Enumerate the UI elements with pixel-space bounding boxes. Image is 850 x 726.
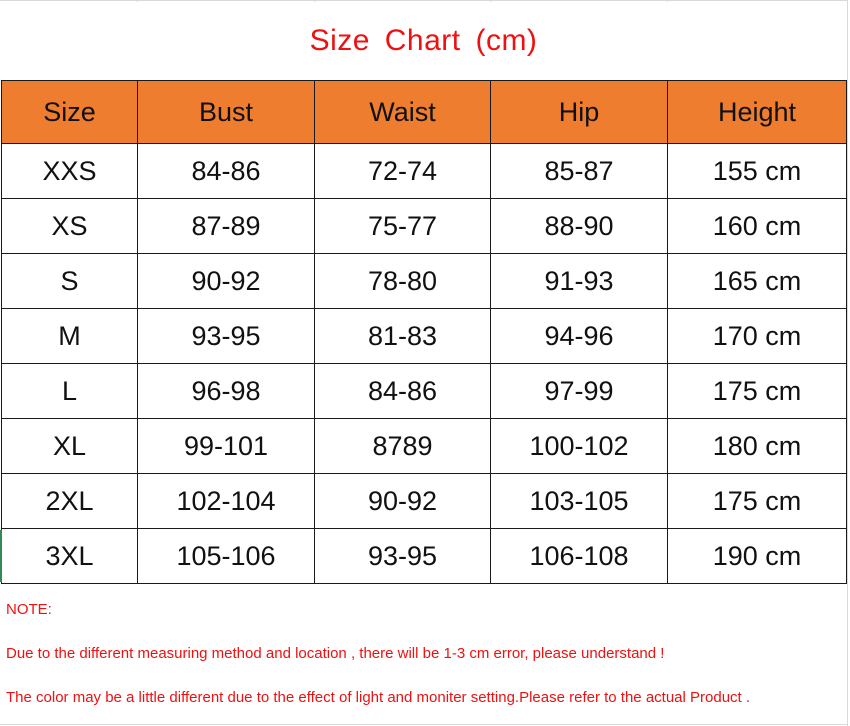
table-row	[2, 254, 847, 309]
cell-height: 160 cm	[668, 199, 847, 254]
cell-waist: 8789	[315, 419, 491, 474]
cell-hip: 91-93	[491, 254, 668, 309]
cell-height: 175 cm	[668, 474, 847, 529]
header-bust: Bust	[138, 81, 315, 144]
cell-size: XL	[2, 419, 138, 474]
cell-hip: 100-102	[491, 419, 668, 474]
size-table	[1, 80, 847, 584]
cell-waist: 90-92	[315, 474, 491, 529]
cell-bust: 105-106	[138, 529, 315, 584]
table-header-row	[2, 81, 847, 144]
note-label: NOTE:	[6, 601, 52, 618]
header-height: Height	[668, 81, 847, 144]
cell-size: S	[2, 254, 138, 309]
notes-section	[0, 585, 848, 725]
cell-hip: 97-99	[491, 364, 668, 419]
header-hip: Hip	[491, 81, 668, 144]
cell-hip: 94-96	[491, 309, 668, 364]
cell-size: XS	[2, 199, 138, 254]
header-size: Size	[2, 81, 138, 144]
cell-height: 175 cm	[668, 364, 847, 419]
cell-size: M	[2, 309, 138, 364]
cell-size: L	[2, 364, 138, 419]
cell-height: 170 cm	[668, 309, 847, 364]
cell-bust: 87-89	[138, 199, 315, 254]
cell-size: 3XL	[2, 529, 138, 584]
cell-waist: 75-77	[315, 199, 491, 254]
cell-size: XXS	[2, 144, 138, 199]
cell-waist: 84-86	[315, 364, 491, 419]
cell-hip: 106-108	[491, 529, 668, 584]
table-row	[2, 144, 847, 199]
cell-hip: 88-90	[491, 199, 668, 254]
cell-height: 165 cm	[668, 254, 847, 309]
cell-bust: 99-101	[138, 419, 315, 474]
note-measuring-error: Due to the different measuring method and location , there will be 1-3 cm error, please understand !	[6, 645, 665, 662]
cell-bust: 90-92	[138, 254, 315, 309]
cell-waist: 78-80	[315, 254, 491, 309]
table-row	[2, 364, 847, 419]
row-selection-marker	[0, 530, 2, 582]
cell-bust: 84-86	[138, 144, 315, 199]
table-row	[2, 199, 847, 254]
cell-waist: 81-83	[315, 309, 491, 364]
cell-height: 190 cm	[668, 529, 847, 584]
cell-height: 180 cm	[668, 419, 847, 474]
cell-waist: 93-95	[315, 529, 491, 584]
cell-bust: 102-104	[138, 474, 315, 529]
cell-height: 155 cm	[668, 144, 847, 199]
header-waist: Waist	[315, 81, 491, 144]
table-row	[2, 474, 847, 529]
cell-hip: 103-105	[491, 474, 668, 529]
chart-title: Size Chart (cm)	[309, 23, 538, 57]
table-row	[2, 419, 847, 474]
cell-hip: 85-87	[491, 144, 668, 199]
note-color-difference: The color may be a little different due to the effect of light and moniter setting.Please refer to the actual Product .	[6, 689, 751, 706]
cell-waist: 72-74	[315, 144, 491, 199]
cell-size: 2XL	[2, 474, 138, 529]
cell-bust: 96-98	[138, 364, 315, 419]
cell-bust: 93-95	[138, 309, 315, 364]
table-row	[2, 309, 847, 364]
table-row	[2, 529, 847, 584]
